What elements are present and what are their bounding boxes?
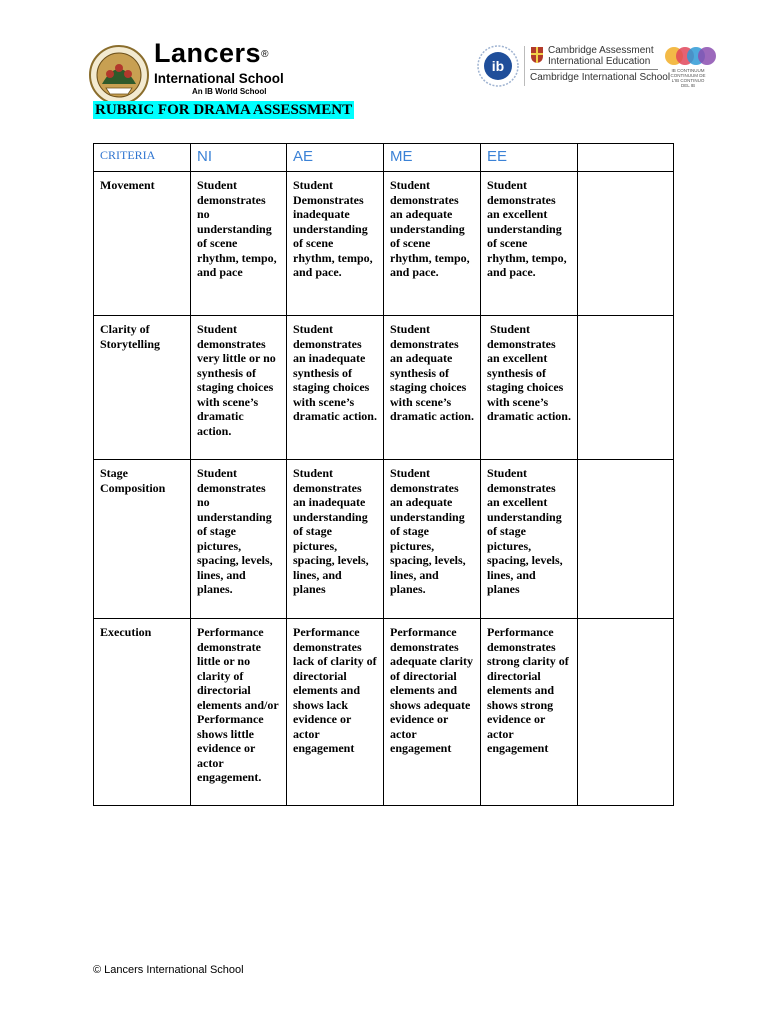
table-header-row — [94, 144, 674, 172]
blank-cell — [578, 172, 674, 316]
criterion-cell: Stage Composition — [94, 460, 191, 619]
partner-logos — [476, 42, 718, 92]
cambridge-shield-icon — [530, 46, 544, 64]
level-header-ni: NI — [191, 144, 287, 172]
descriptor-cell: Student demonstrates an adequate synthesis of staging choices with scene’s dramatic action. — [384, 316, 481, 460]
drama-rubric-table — [93, 143, 674, 806]
descriptor-cell: Student demonstrates no understanding of scene rhythm, tempo, and pace — [191, 172, 287, 316]
descriptor-cell: Student demonstrates an inadequate understanding of stage pictures, spacing, levels, lines, and planes — [287, 460, 384, 619]
cambridge-line2: International Education — [548, 56, 651, 67]
descriptor-cell: Student demonstrates an inadequate synthesis of staging choices with scene’s dramatic action. — [287, 316, 384, 460]
descriptor-cell: Student demonstrates no understanding of stage pictures, spacing, levels, lines, and planes. — [191, 460, 287, 619]
svg-text:ib: ib — [491, 58, 505, 74]
table-row — [94, 460, 674, 619]
table-row — [94, 619, 674, 806]
table-row — [94, 172, 674, 316]
document-title: RUBRIC FOR DRAMA ASSESSMENT — [95, 102, 353, 118]
cambridge-line3: Cambridge International School — [530, 72, 671, 83]
level-header-ae: AE — [287, 144, 384, 172]
page-header — [0, 0, 768, 100]
descriptor-cell: Student demonstrates very little or no synthesis of staging choices with scene’s dramatic action. — [191, 316, 287, 460]
descriptor-cell: Performance demonstrates lack of clarity of directorial elements and shows lack evidence or actor engagement — [287, 619, 384, 806]
ib-continuum-icon — [664, 45, 718, 67]
school-crest-logo — [88, 44, 150, 106]
school-tagline: An IB World School — [192, 87, 267, 96]
descriptor-cell: Performance demonstrate little or no clarity of directorial elements and/or Performance shows little evidence or actor engagement. — [191, 619, 287, 806]
logo-divider — [524, 46, 525, 86]
criterion-cell: Execution — [94, 619, 191, 806]
descriptor-cell: Performance demonstrates strong clarity of directorial elements and shows strong evidence or actor engagement — [481, 619, 578, 806]
descriptor-cell: Student demonstrates an excellent synthesis of staging choices with scene’s dramatic action. — [481, 316, 578, 460]
blank-cell — [578, 619, 674, 806]
level-header-me: ME — [384, 144, 481, 172]
ib-continuum-text: IB CONTINUUM CONTINUUM DE L'IB CONTINUO DEL IB — [670, 68, 706, 88]
blank-cell — [578, 460, 674, 619]
cambridge-line1: Cambridge Assessment — [548, 45, 654, 56]
school-name: Lancers® — [154, 38, 269, 68]
criterion-cell: Clarity of Storytelling — [94, 316, 191, 460]
level-header-ee: EE — [481, 144, 578, 172]
criteria-header: CRITERIA — [94, 144, 191, 172]
descriptor-cell: Performance demonstrates adequate clarity of directorial elements and shows adequate evidence or actor engagement — [384, 619, 481, 806]
descriptor-cell: Student demonstrates an adequate understanding of stage pictures, spacing, levels, lines, and planes. — [384, 460, 481, 619]
descriptor-cell: Student demonstrates an adequate understanding of scene rhythm, tempo, and pace. — [384, 172, 481, 316]
descriptor-cell: Student Demonstrates inadequate understanding of scene rhythm, tempo, and pace. — [287, 172, 384, 316]
ib-world-school-logo — [476, 44, 520, 88]
blank-cell — [578, 316, 674, 460]
descriptor-cell: Student demonstrates an excellent understanding of stage pictures, spacing, levels, lines, and planes — [481, 460, 578, 619]
table-row — [94, 316, 674, 460]
school-subtitle: International School — [154, 71, 284, 86]
cambridge-divider — [530, 69, 658, 70]
descriptor-cell: Student demonstrates an excellent understanding of scene rhythm, tempo, and pace. — [481, 172, 578, 316]
copyright-footer: © Lancers International School — [93, 964, 244, 976]
criterion-cell: Movement — [94, 172, 191, 316]
level-header-blank — [578, 144, 674, 172]
